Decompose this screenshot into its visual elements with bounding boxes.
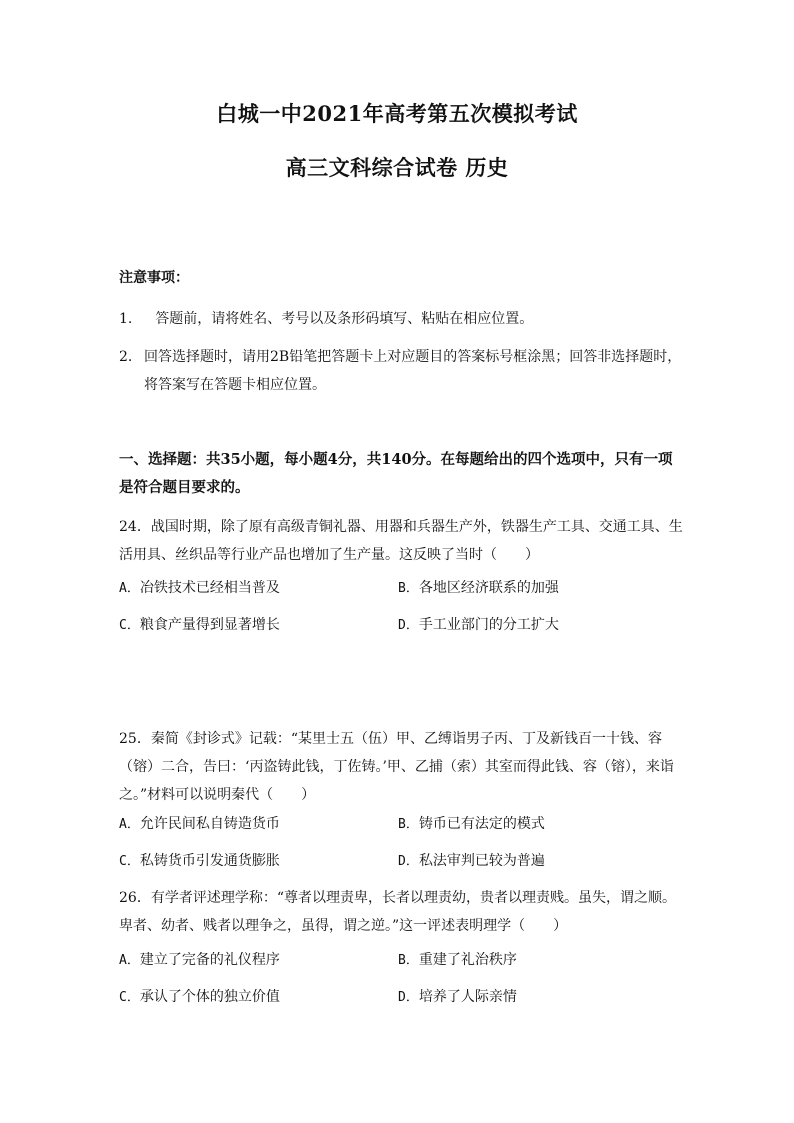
- note-item-1-number: 1.: [119, 311, 133, 327]
- note-item-1: [119, 305, 533, 333]
- note-item-2-number: 2.: [119, 349, 133, 365]
- question-stem-26: 26．有学者评述理学称：“尊者以理责卑，长者以理责幼，贵者以理责贱。虽失，谓之顺。卑者、幼者、贱者以理争之，虽得，谓之逆。”这一评述表明理学（ ）: [119, 890, 676, 934]
- question-25-option-d: [398, 851, 545, 872]
- question-24-option-a: [119, 578, 280, 599]
- option-text: 私法审判已较为普遍: [418, 853, 545, 869]
- question-stem-24: 24．战国时期，除了原有高级青铜礼器、用器和兵器生产外，铁器生产工具、交通工具、生活用具、丝织品等行业产品也增加了生产量。这反映了当时（ ）: [119, 519, 683, 563]
- question-26-option-c: [119, 987, 280, 1008]
- option-label: D．: [398, 854, 419, 869]
- option-label: A．: [119, 581, 140, 596]
- note-item-2-text-line1: 回答选择题时，请用2B铅笔把答题卡上对应题目的答案标号框涂黑；回答非选择题时，: [144, 349, 682, 365]
- option-text: 各地区经济联系的加强: [418, 580, 559, 596]
- question-25-option-b: [398, 814, 545, 835]
- option-text: 粮食产量得到显著增长: [139, 617, 280, 633]
- option-text: 冶铁技术已经相当普及: [139, 580, 280, 596]
- option-label: C．: [119, 618, 140, 633]
- option-text: 铸币已有法定的模式: [418, 816, 545, 832]
- option-label: D．: [398, 618, 419, 633]
- exam-title: 白城一中2021年高考第五次模拟考试: [216, 101, 578, 126]
- notes-heading: 注意事项：: [119, 270, 189, 286]
- question-25-option-a: [119, 814, 280, 835]
- option-text: 手工业部门的分工扩大: [418, 617, 559, 633]
- question-stem-25: 25．秦简《封诊式》记载：“某里士五（伍）甲、乙缚诣男子丙、丁及新钱百一十钱、容（镕）二合，告曰：‘丙盗铸此钱，丁佐铸。’甲、乙捕（索）其室而得此钱、容（镕），来诣之。”材料可以说明秦代（ ）: [119, 731, 674, 803]
- option-label: C．: [119, 854, 140, 869]
- note-item-1-text: 答题前，请将姓名、考号以及条形码填写、粘贴在相应位置。: [155, 311, 534, 327]
- option-text: 承认了个体的独立价值: [139, 989, 280, 1005]
- option-text: 允许民间私自铸造货币: [139, 816, 280, 832]
- section-heading: 一、选择题：共35小题，每小题4分，共140分。在每题给出的四个选项中，只有一项是符合题目要求的。: [119, 451, 673, 496]
- option-label: A．: [119, 817, 140, 832]
- option-label: B．: [398, 953, 419, 968]
- option-text: 重建了礼治秩序: [418, 952, 517, 968]
- option-text: 培养了人际亲情: [418, 989, 517, 1005]
- option-label: B．: [398, 817, 419, 832]
- option-label: B．: [398, 581, 419, 596]
- exam-subtitle: 高三文科综合试卷 历史: [285, 155, 509, 180]
- question-24-option-b: [398, 578, 559, 599]
- option-label: D．: [398, 990, 419, 1005]
- note-item-2-text-line2: 将答案写在答题卡相应位置。: [144, 377, 326, 393]
- question-24-option-d: [398, 615, 559, 636]
- question-26-option-b: [398, 950, 517, 971]
- option-label: C．: [119, 990, 140, 1005]
- question-25-option-c: [119, 851, 280, 872]
- question-26-option-d: [398, 987, 517, 1008]
- question-24-option-c: [119, 615, 280, 636]
- question-26-option-a: [119, 950, 280, 971]
- option-label: A．: [119, 953, 140, 968]
- note-item-2: [119, 343, 685, 399]
- option-text: 私铸货币引发通货膨胀: [139, 853, 280, 869]
- option-text: 建立了完备的礼仪程序: [139, 952, 280, 968]
